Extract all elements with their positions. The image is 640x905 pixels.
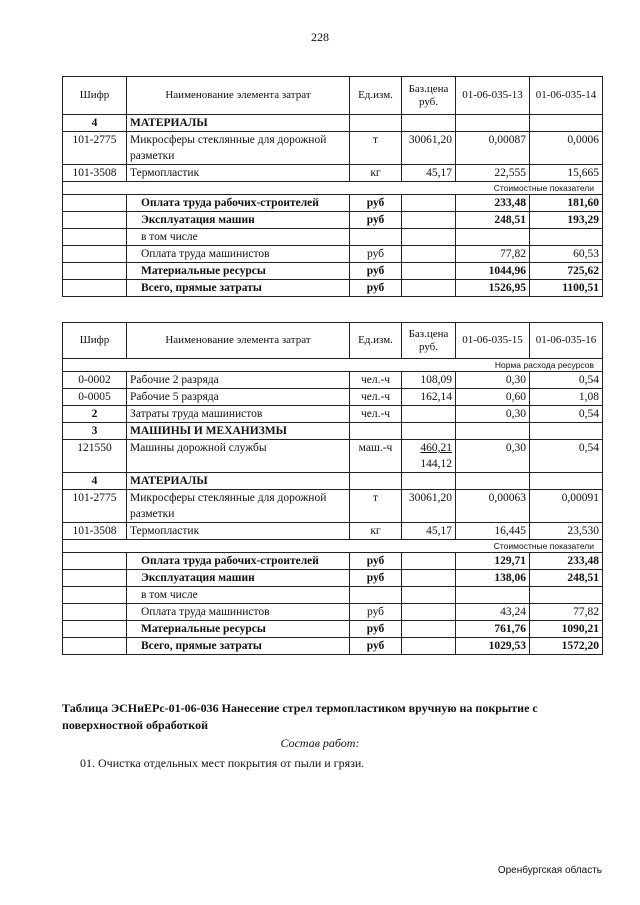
header-code: Шифр	[63, 323, 127, 359]
row-value-b: 0,54	[530, 406, 603, 423]
row-price: 30061,20	[402, 490, 456, 523]
row-code: 101-2775	[63, 490, 127, 523]
row-unit: руб	[350, 621, 402, 638]
section-label: МАШИНЫ И МЕХАНИЗМЫ	[127, 423, 350, 440]
header-code: Шифр	[63, 77, 127, 115]
row-value-a: 22,555	[456, 165, 530, 182]
table-row	[63, 229, 603, 246]
subheader-row	[63, 359, 603, 372]
subheader-row	[63, 540, 603, 553]
section-label: МАТЕРИАЛЫ	[127, 115, 350, 132]
header-col-b: 01-06-035-14	[530, 77, 603, 115]
row-name: Рабочие 2 разряда	[127, 372, 350, 389]
row-value-a: 1044,96	[456, 263, 530, 280]
table-row	[63, 195, 603, 212]
row-value-b: 23,530	[530, 523, 603, 540]
table-row	[63, 473, 603, 490]
row-price: 45,17	[402, 165, 456, 182]
table-row	[63, 523, 603, 540]
row-name: Термопластик	[127, 165, 350, 182]
composition-title: Состав работ:	[280, 736, 360, 750]
row-name: Затраты труда машинистов	[127, 406, 350, 423]
row-value-a: 129,71	[456, 553, 530, 570]
table-row	[63, 115, 603, 132]
row-value-b: 1572,20	[530, 638, 603, 655]
row-price-operator: 144,12	[420, 458, 452, 470]
table-row	[63, 165, 603, 182]
row-code: 2	[63, 406, 127, 423]
row-unit: руб	[350, 212, 402, 229]
row-unit: чел.-ч	[350, 372, 402, 389]
row-name: Оплата труда машинистов	[127, 604, 350, 621]
row-value-b: 15,665	[530, 165, 603, 182]
header-unit: Ед.изм.	[350, 77, 402, 115]
table-row	[63, 587, 603, 604]
row-value-b: 0,54	[530, 372, 603, 389]
row-unit: кг	[350, 523, 402, 540]
row-price-main: 460,21	[420, 442, 452, 454]
row-unit: руб	[350, 638, 402, 655]
header-base-price: Баз.цена руб.	[402, 323, 456, 359]
header-base-price: Баз.цена руб.	[402, 77, 456, 115]
row-value-b: 725,62	[530, 263, 603, 280]
row-value-a: 16,445	[456, 523, 530, 540]
row-unit: чел.-ч	[350, 406, 402, 423]
header-col-a: 01-06-035-15	[456, 323, 530, 359]
row-value-b: 0,0006	[530, 132, 603, 165]
table-row	[63, 621, 603, 638]
row-unit: кг	[350, 165, 402, 182]
row-code: 121550	[63, 440, 127, 473]
row-unit: руб	[350, 246, 402, 263]
row-value-b: 77,82	[530, 604, 603, 621]
page-number: 228	[311, 30, 329, 44]
row-value-b: 1090,21	[530, 621, 603, 638]
row-name: Оплата труда машинистов	[127, 246, 350, 263]
row-name: Оплата труда рабочих-строителей	[127, 553, 350, 570]
section-number: 4	[63, 473, 127, 490]
row-unit: руб	[350, 553, 402, 570]
row-value-a: 233,48	[456, 195, 530, 212]
row-code: 101-2775	[63, 132, 127, 165]
row-name: Эксплуатация машин	[127, 212, 350, 229]
work-item: 01. Очистка отдельных мест покрытия от пыли и грязи.	[80, 756, 365, 770]
row-name: Материальные ресурсы	[127, 621, 350, 638]
row-name: Термопластик	[127, 523, 350, 540]
row-value-b: 0,00091	[530, 490, 603, 523]
row-value-a: 0,00063	[456, 490, 530, 523]
row-unit: руб	[350, 195, 402, 212]
row-price	[402, 440, 456, 473]
header-name: Наименование элемента затрат	[127, 77, 350, 115]
row-value-a: 0,30	[456, 372, 530, 389]
row-value-a: 0,30	[456, 406, 530, 423]
row-name: Рабочие 5 разряда	[127, 389, 350, 406]
subheader-row	[63, 182, 603, 195]
section-title: Таблица ЭСНиЕРс-01-06-036 Нанесение стрел термопластиком вручную на покрытие с поверхностной обработкой	[62, 701, 538, 732]
header-name: Наименование элемента затрат	[127, 323, 350, 359]
row-value-a: 248,51	[456, 212, 530, 229]
row-price: 108,09	[402, 372, 456, 389]
section-number: 4	[63, 115, 127, 132]
row-value-b: 1100,51	[530, 280, 603, 297]
header-col-a: 01-06-035-13	[456, 77, 530, 115]
row-name: в том числе	[127, 229, 350, 246]
row-name: Материальные ресурсы	[127, 263, 350, 280]
estimate-table-2	[62, 322, 603, 655]
table-row	[63, 406, 603, 423]
row-unit: руб	[350, 263, 402, 280]
row-name: в том числе	[127, 587, 350, 604]
row-unit: чел.-ч	[350, 389, 402, 406]
resource-norm-label: Норма расхода ресурсов	[63, 359, 603, 372]
table-header-row	[63, 77, 603, 115]
row-name: Всего, прямые затраты	[127, 280, 350, 297]
row-code: 101-3508	[63, 165, 127, 182]
estimate-table-1	[62, 76, 603, 297]
table-row	[63, 570, 603, 587]
row-unit: руб	[350, 570, 402, 587]
row-value-b: 193,29	[530, 212, 603, 229]
row-name: Эксплуатация машин	[127, 570, 350, 587]
table-row	[63, 440, 603, 473]
cost-indicators-label: Стоимостные показатели	[63, 182, 603, 195]
table-row	[63, 638, 603, 655]
row-name: Оплата труда рабочих-строителей	[127, 195, 350, 212]
row-value-a: 1526,95	[456, 280, 530, 297]
table-row	[63, 280, 603, 297]
section-label: МАТЕРИАЛЫ	[127, 473, 350, 490]
table-header-row	[63, 323, 603, 359]
row-value-b: 60,53	[530, 246, 603, 263]
row-code: 0-0005	[63, 389, 127, 406]
row-unit: маш.-ч	[350, 440, 402, 473]
row-value-b: 248,51	[530, 570, 603, 587]
row-name: Микросферы стеклянные для дорожной разметки	[127, 490, 350, 523]
row-code: 0-0002	[63, 372, 127, 389]
table-row	[63, 132, 603, 165]
row-value-a: 138,06	[456, 570, 530, 587]
row-unit: руб	[350, 604, 402, 621]
row-code: 101-3508	[63, 523, 127, 540]
row-price: 162,14	[402, 389, 456, 406]
row-value-a: 0,30	[456, 440, 530, 473]
row-value-b: 0,54	[530, 440, 603, 473]
row-price: 45,17	[402, 523, 456, 540]
row-name: Машины дорожной службы	[127, 440, 350, 473]
table-row	[63, 372, 603, 389]
row-value-a: 43,24	[456, 604, 530, 621]
row-name: Всего, прямые затраты	[127, 638, 350, 655]
table-row	[63, 263, 603, 280]
row-unit: т	[350, 490, 402, 523]
table-row	[63, 212, 603, 229]
row-unit: руб	[350, 280, 402, 297]
table-row	[63, 490, 603, 523]
header-unit: Ед.изм.	[350, 323, 402, 359]
row-value-b: 233,48	[530, 553, 603, 570]
row-value-b: 181,60	[530, 195, 603, 212]
header-col-b: 01-06-035-16	[530, 323, 603, 359]
row-value-a: 0,00087	[456, 132, 530, 165]
row-value-a: 1029,53	[456, 638, 530, 655]
table-row	[63, 246, 603, 263]
table-row	[63, 389, 603, 406]
cost-indicators-label: Стоимостные показатели	[63, 540, 603, 553]
table-row	[63, 423, 603, 440]
footer-region: Оренбургская область	[497, 865, 602, 876]
row-unit: т	[350, 132, 402, 165]
row-value-b: 1,08	[530, 389, 603, 406]
row-value-a: 0,60	[456, 389, 530, 406]
row-value-a: 761,76	[456, 621, 530, 638]
section-number: 3	[63, 423, 127, 440]
table-row	[63, 604, 603, 621]
row-name: Микросферы стеклянные для дорожной разметки	[127, 132, 350, 165]
row-price: 30061,20	[402, 132, 456, 165]
table-row	[63, 553, 603, 570]
row-value-a: 77,82	[456, 246, 530, 263]
